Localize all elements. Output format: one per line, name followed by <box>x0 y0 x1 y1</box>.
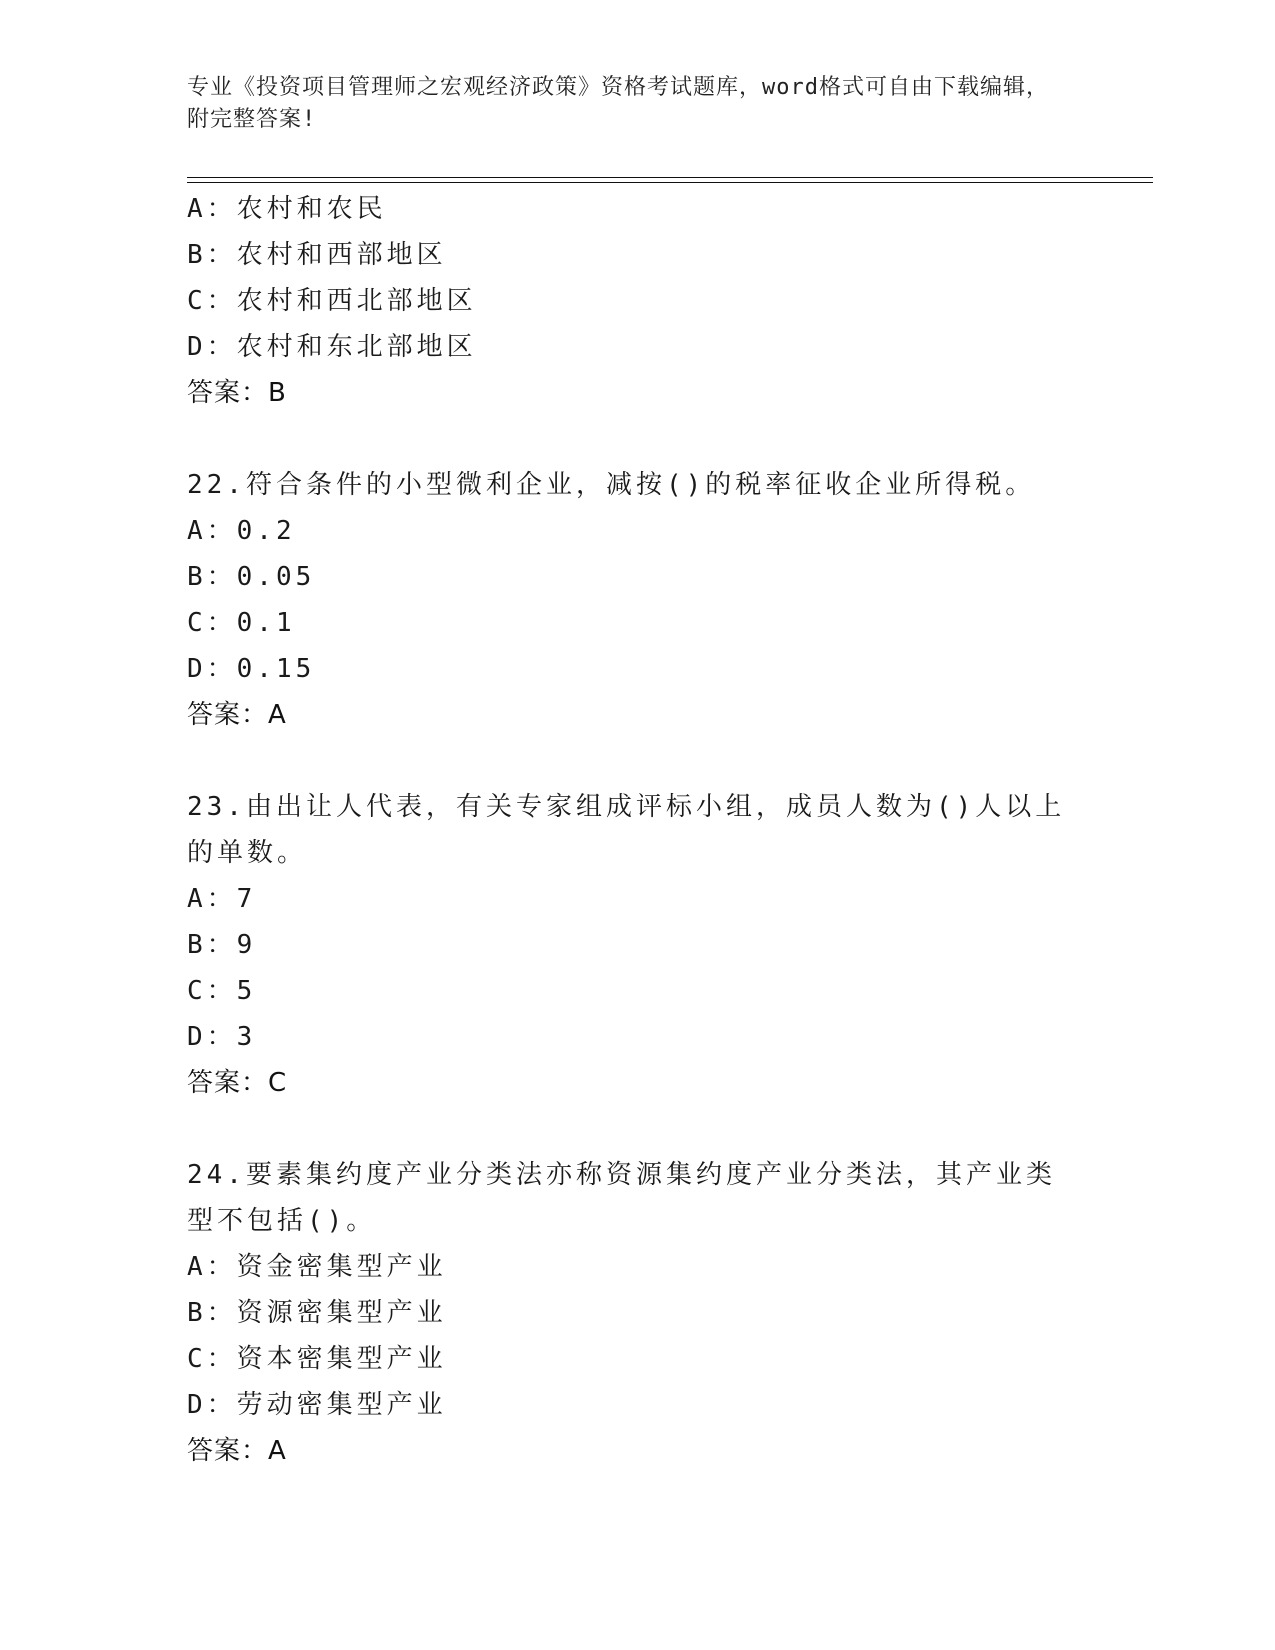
header-rule-top <box>187 177 1153 178</box>
question-text: 22.符合条件的小型微利企业，减按()的税率征收企业所得税。 <box>187 470 1036 500</box>
option-c: C：0.1 <box>187 608 296 638</box>
option-b: B：9 <box>187 930 257 960</box>
question-text: 23.由出让人代表，有关专家组成评标小组，成员人数为()人以上的单数。 <box>187 792 1066 868</box>
option-a: A：0.2 <box>187 516 296 546</box>
question-block-21 <box>187 186 1087 416</box>
question-list <box>187 186 1087 1474</box>
answer-line: 答案：A <box>187 1436 287 1466</box>
answer-line: 答案：C <box>187 1068 288 1098</box>
option-d: D：劳动密集型产业 <box>187 1390 447 1420</box>
question-text: 24.要素集约度产业分类法亦称资源集约度产业分类法，其产业类型不包括()。 <box>187 1160 1056 1236</box>
option-b: B：0.05 <box>187 562 316 592</box>
option-c: C：农村和西北部地区 <box>187 286 477 316</box>
option-d: D：农村和东北部地区 <box>187 332 477 362</box>
option-a: A：资金密集型产业 <box>187 1252 447 1282</box>
question-block-23 <box>187 784 1087 1106</box>
option-a: A：7 <box>187 884 257 914</box>
option-b: B：农村和西部地区 <box>187 240 447 270</box>
option-d: D：0.15 <box>187 654 316 684</box>
option-c: C：资本密集型产业 <box>187 1344 447 1374</box>
header-rule-bottom <box>187 182 1153 183</box>
option-c: C：5 <box>187 976 257 1006</box>
answer-line: 答案：A <box>187 700 287 730</box>
question-block-22 <box>187 462 1087 738</box>
option-d: D：3 <box>187 1022 257 1052</box>
option-a: A：农村和农民 <box>187 194 387 224</box>
answer-line: 答案：B <box>187 378 287 408</box>
question-block-24 <box>187 1152 1087 1474</box>
option-b: B：资源密集型产业 <box>187 1298 447 1328</box>
document-header: 专业《投资项目管理师之宏观经济政策》资格考试题库，word格式可自由下载编辑，附完整答案! <box>187 75 1049 132</box>
